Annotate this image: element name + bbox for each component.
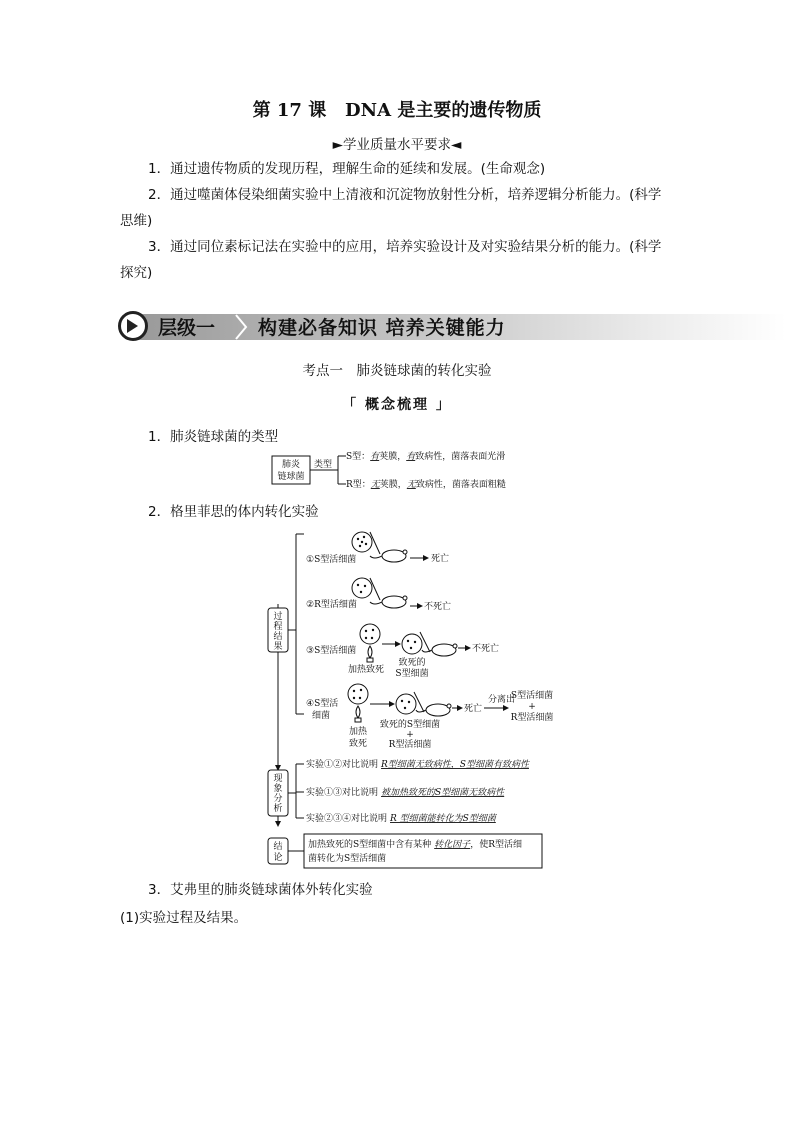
mouse-icon <box>370 550 407 562</box>
exp3-result: 不死亡 <box>472 644 500 654</box>
requirement-2-cont: 思维) <box>120 213 153 229</box>
section2-heading: 2．格里菲思的体内转化实验 <box>148 504 319 520</box>
exp4-out-2: R型活细菌 <box>510 713 554 723</box>
culture-dish-icon <box>396 694 416 714</box>
exp4-note-1: 加热 <box>349 727 368 737</box>
exp4-result: 死亡 <box>464 704 483 714</box>
requirement-2: 2．通过噬菌体侵染细菌实验中上清液和沉淀物放射性分析，培养逻辑分析能力。(科学 <box>148 187 662 203</box>
concept-heading: 「 概念梳理 」 <box>342 397 452 413</box>
requirement-3: 3．通过同位素标记法在实验中的应用，培养实验设计及对实验结果分析的能力。(科学 <box>148 239 662 255</box>
analysis-1: 实验①②对比说明 R型细菌无致病性，S型细菌有致病性 <box>306 760 529 770</box>
r-fill-1: 无 <box>370 480 380 490</box>
analysis-3: 实验②③④对比说明 R 型细菌能转化为S型细菌 <box>306 814 496 824</box>
section3-heading: 3．艾弗里的肺炎链球菌体外转化实验 <box>148 882 373 898</box>
exp3-label: ③S型活细菌 <box>306 646 357 656</box>
banner-text: 构建必备知识 培养关键能力 <box>258 317 506 339</box>
exp4-mix-2: R型活细菌 <box>388 740 432 750</box>
chevron-right-icon <box>234 314 248 340</box>
griffith-diagram <box>262 526 572 872</box>
analysis-2: 实验①③对比说明 被加热致死的S型细菌无致病性 <box>306 788 505 798</box>
svg-text:分: 分 <box>273 794 283 804</box>
culture-dish-icon <box>360 624 380 644</box>
s-fill-1: 有 <box>370 452 380 462</box>
exp1-label: ①S型活细菌 <box>306 555 357 565</box>
svg-text:论: 论 <box>273 853 283 863</box>
exp4-separate: 分离出 <box>488 695 516 705</box>
svg-text:程: 程 <box>273 622 283 632</box>
flame-icon <box>367 646 373 662</box>
exp4-mix-1: 致死的S型细菌 <box>379 720 441 730</box>
exp3-middle-1: 致死的 <box>398 658 426 668</box>
exp2-label: ②R型活细菌 <box>306 600 357 610</box>
conclusion-line-1: 加热致死的S型细菌中含有某种 转化因子，使R型活细 <box>308 840 522 850</box>
svg-text:现: 现 <box>273 774 283 784</box>
bacteria-types-diagram <box>270 446 570 494</box>
svg-text:象: 象 <box>273 784 283 794</box>
exp4-mix-plus: + <box>406 730 414 740</box>
page-title <box>0 96 794 122</box>
lesson-topic: DNA 是主要的遗传物质 <box>345 100 542 121</box>
section1-heading: 1．肺炎链球菌的类型 <box>148 429 279 445</box>
requirements-list <box>120 156 680 286</box>
svg-text:果: 果 <box>273 642 283 652</box>
level-banner <box>118 308 786 346</box>
exp4-label-2: 细菌 <box>312 711 331 721</box>
exp3-middle-2: S型细菌 <box>395 669 429 679</box>
requirements-heading: ►学业质量水平要求◄ <box>332 137 462 153</box>
bacteria-box-line1: 肺炎 <box>281 460 301 470</box>
culture-dish-icon <box>352 532 372 552</box>
svg-text:结: 结 <box>273 632 283 642</box>
r-fill-2: 无 <box>406 480 416 490</box>
flame-icon <box>355 706 361 722</box>
requirement-3-cont: 探究) <box>120 265 153 281</box>
mouse-icon <box>370 596 407 608</box>
lesson-number: 第 17 课 <box>252 100 327 121</box>
arrow-circle-icon <box>118 311 148 341</box>
svg-text:结: 结 <box>273 842 283 852</box>
exp3-note: 加热致死 <box>348 665 385 675</box>
exp4-out-plus: + <box>528 702 536 712</box>
culture-dish-icon <box>352 578 372 598</box>
r-type-line: R型：无荚膜，无致病性，菌落表面粗糙 <box>346 480 506 490</box>
banner-level: 层级一 <box>158 317 216 339</box>
svg-text:析: 析 <box>273 804 283 814</box>
s-type-line: S型：有荚膜，有致病性，菌落表面光滑 <box>346 452 506 462</box>
culture-dish-icon <box>402 634 422 654</box>
types-label: 类型 <box>314 460 333 470</box>
s-fill-2: 有 <box>406 452 416 462</box>
requirement-1: 1．通过遗传物质的发现历程，理解生命的延续和发展。(生命观念) <box>148 161 546 177</box>
kaodian-heading: 考点一 肺炎链球菌的转化实验 <box>302 363 492 379</box>
section3-sub: (1)实验过程及结果。 <box>120 910 248 926</box>
conclusion-line-2: 菌转化为S型活细菌 <box>308 854 387 864</box>
bacteria-box-line2: 链球菌 <box>277 472 305 482</box>
exp4-out-1: S型活细菌 <box>510 691 554 701</box>
exp2-result: 不死亡 <box>424 602 452 612</box>
culture-dish-icon <box>348 684 368 704</box>
svg-text:过: 过 <box>273 612 283 622</box>
exp4-note-2: 致死 <box>349 739 368 749</box>
exp1-result: 死亡 <box>431 554 450 564</box>
exp4-label-1: ④S型活 <box>306 699 339 709</box>
